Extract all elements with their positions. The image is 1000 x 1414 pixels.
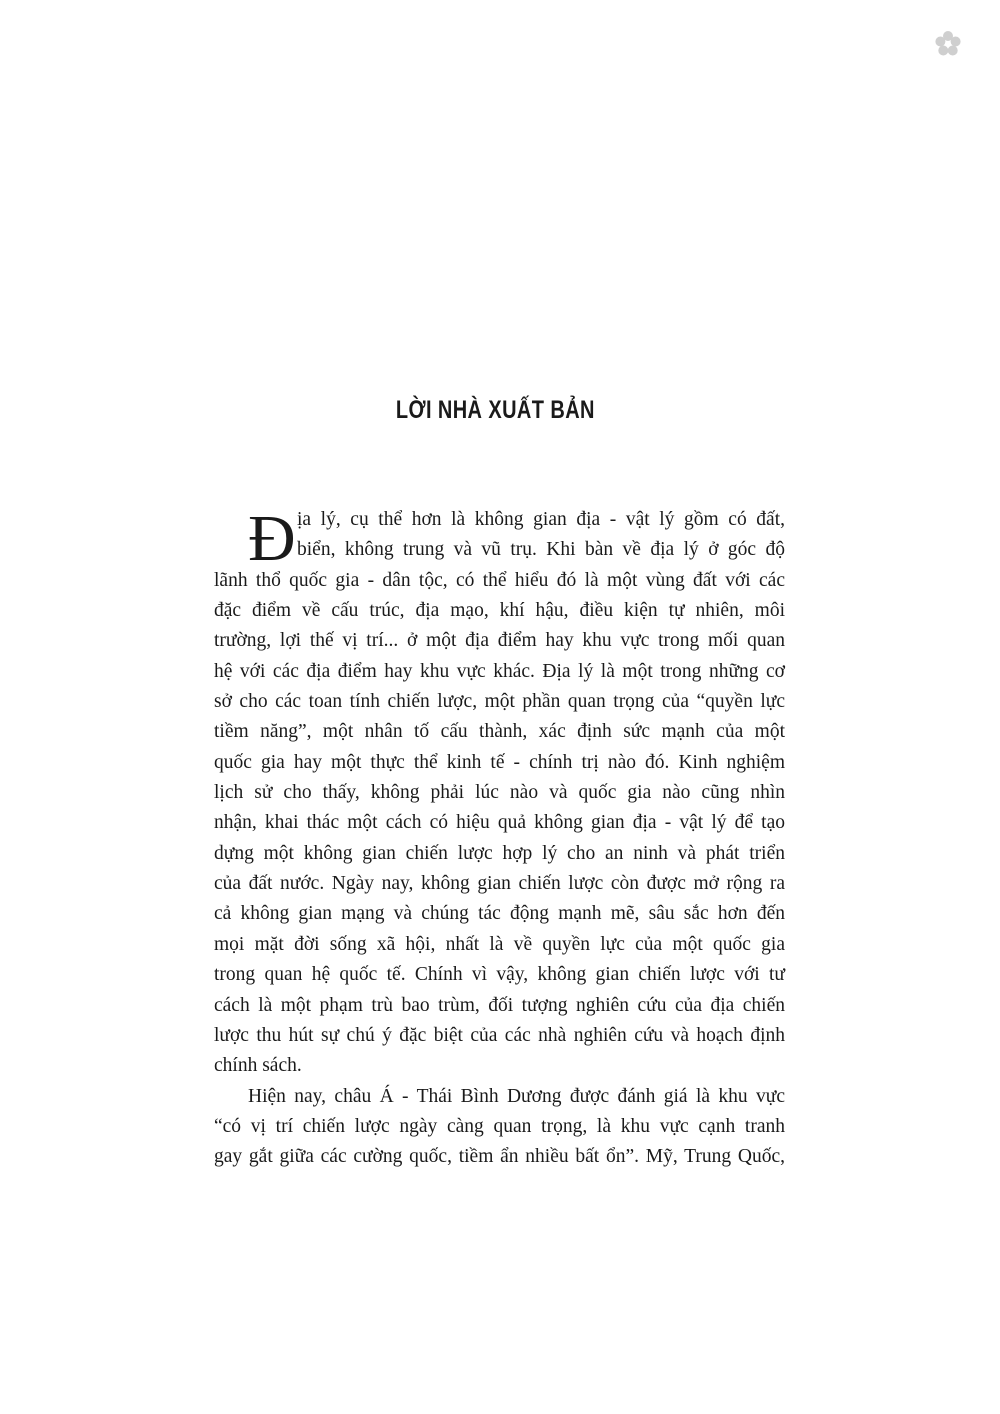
text-line: của đất nước. Ngày nay, không gian chiến lược còn được mở rộng ra — [214, 873, 785, 895]
text-line: gay gắt giữa các cường quốc, tiềm ẩn nhiều bất ổn”. Mỹ, Trung Quốc, — [214, 1146, 785, 1168]
text-line: chính sách. — [214, 1055, 302, 1077]
text-line: cả không gian mạng và chúng tác động mạnh mẽ, sâu sắc hơn đến — [214, 903, 785, 925]
flower-emblem-icon — [933, 29, 963, 59]
text-line: trường, lợi thế vị trí... ở một địa điểm hay khu vực trong mối quan — [214, 630, 785, 652]
text-line: đặc điểm về cấu trúc, địa mạo, khí hậu, điều kiện tự nhiên, môi — [214, 600, 785, 622]
text-line: cách là một phạm trù bao trùm, đối tượng nghiên cứu của địa chiến — [214, 994, 785, 1016]
body-text — [214, 502, 785, 1173]
text-line: biển, không trung và vũ trụ. Khi bàn về địa lý ở góc độ — [297, 539, 785, 561]
text-line: lãnh thổ quốc gia - dân tộc, có thể hiểu đó là một vùng đất với các — [214, 569, 785, 591]
text-line: sở cho các toan tính chiến lược, một phần quan trọng của “quyền lực — [214, 691, 785, 713]
text-line: ịa lý, cụ thể hơn là không gian địa - vật lý gồm có đất, — [297, 509, 785, 530]
text-line: lịch sử cho thấy, không phải lúc nào và quốc gia nào cũng nhìn — [214, 782, 785, 804]
page-title-text: LỜI NHÀ XUẤT BẢN — [395, 396, 595, 424]
drop-cap: Đ — [248, 502, 296, 575]
text-line: mọi mặt đời sống xã hội, nhất là về quyền lực của một quốc gia — [214, 933, 785, 955]
text-line: dựng một không gian chiến lược hợp lý cho an ninh và phát triển — [214, 842, 785, 864]
text-line: “có vị trí chiến lược ngày càng quan trọng, là khu vực cạnh tranh — [214, 1115, 785, 1137]
text-line: quốc gia hay một thực thể kinh tế - chính trị nào đó. Kinh nghiệm — [214, 751, 785, 773]
text-line: nhận, khai thác một cách có hiệu quả không gian địa - vật lý để tạo — [214, 812, 785, 834]
text-line: tiềm năng”, một nhân tố cấu thành, xác định sức mạnh của một — [214, 721, 785, 743]
page-title — [0, 396, 990, 425]
text-line: lược thu hút sự chú ý đặc biệt của các nhà nghiên cứu và hoạch định — [214, 1024, 785, 1046]
text-line: trong quan hệ quốc tế. Chính vì vậy, không gian chiến lược với tư — [214, 964, 785, 986]
text-line: hệ với các địa điểm hay khu vực khác. Địa lý là một trong những cơ — [214, 660, 785, 682]
text-line: Hiện nay, châu Á - Thái Bình Dương được đánh giá là khu vực — [248, 1085, 785, 1107]
